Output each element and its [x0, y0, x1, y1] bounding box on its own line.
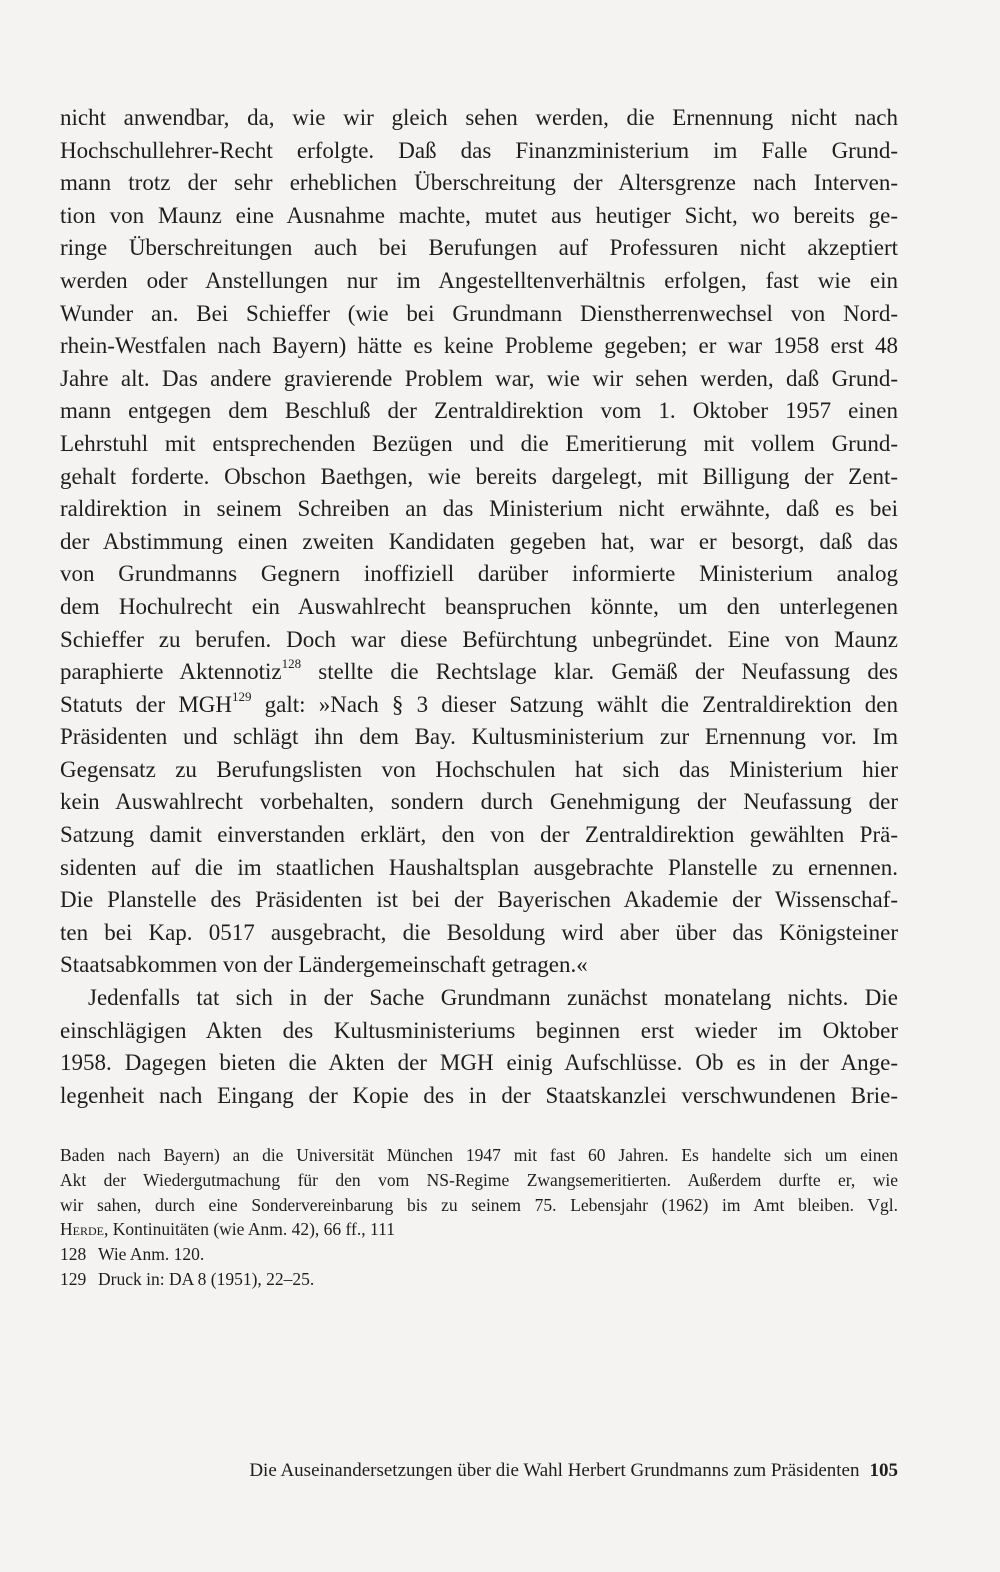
running-footer — [60, 1458, 898, 1484]
footnote-continuation — [60, 1143, 898, 1242]
text-line: ringe Überschreitungen auch bei Berufungen auf Professuren nicht akzeptiert — [60, 235, 898, 261]
text-line: gehalt forderte. Obschon Baethgen, wie bereits dargelegt, mit Billigung der Zent- — [60, 463, 898, 489]
footnote-number: 129 — [60, 1268, 87, 1289]
text-line: sidenten auf die im staatlichen Haushaltsplan ausgebrachte Planstelle zu ernennen. — [60, 854, 898, 880]
footnotes — [60, 1143, 898, 1292]
text-line: Jahre alt. Das andere gravierende Problem war, wie wir sehen werden, daß Grund- — [60, 365, 898, 391]
footnote-text: Wie Anm. 120. — [98, 1244, 205, 1265]
text-line-with-note-128 — [60, 656, 898, 689]
text-line: ten bei Kap. 0517 ausgebracht, die Besoldung wird aber über das Königsteiner — [60, 919, 898, 945]
text-line: Wunder an. Bei Schieffer (wie bei Grundmann Dienstherrenwechsel von Nord- — [60, 300, 898, 326]
text-line: mann entgegen dem Beschluß der Zentraldirektion vom 1. Oktober 1957 einen — [60, 398, 898, 424]
text-line: Satzung damit einverstanden erklärt, den von der Zentraldirektion gewählten Prä- — [60, 822, 898, 848]
text-line: kein Auswahlrecht vorbehalten, sondern durch Genehmigung der Neufassung der — [60, 789, 898, 815]
text-line: Schieffer zu berufen. Doch war diese Befürchtung unbegründet. Eine von Maunz — [60, 626, 898, 652]
text-line: der Abstimmung einen zweiten Kandidaten gegeben hat, war er besorgt, daß das — [60, 528, 898, 554]
text-line: Lehrstuhl mit entsprechenden Bezügen und die Emeritierung mit vollem Grund- — [60, 430, 898, 456]
text-line: von Grundmanns Gegnern inoffiziell darüber informierte Ministerium analog — [60, 561, 898, 587]
footnote-129 — [60, 1267, 898, 1292]
text-segment: stellte die Rechtslage klar. Gemäß der Neufassung des — [301, 659, 898, 685]
text-line-with-note-129 — [60, 689, 898, 722]
text-line: raldirektion in seinem Schreiben an das Ministerium nicht erwähnte, daß es bei — [60, 496, 898, 522]
footnote-ref-128[interactable]: 128 — [281, 656, 302, 672]
text-line: mann trotz der sehr erheblichen Überschreitung der Altersgrenze nach Interven- — [60, 170, 898, 196]
text-line: Gegensatz zu Berufungslisten von Hochschulen hat sich das Ministerium hier — [60, 756, 898, 782]
running-title: Die Auseinandersetzungen über die Wahl Herbert Grundmanns zum Präsidenten — [249, 1460, 860, 1481]
text-line: Staatsabkommen von der Ländergemeinschaft getragen.« — [60, 952, 588, 978]
text-line: einschlägigen Akten des Kultusministeriums beginnen erst wieder im Oktober — [60, 1017, 898, 1043]
footnote-line: Baden nach Bayern) an die Universität München 1947 mit fast 60 Jahren. Es handelte sich um einen — [60, 1145, 898, 1165]
text-line: Jedenfalls tat sich in der Sache Grundmann zunächst monatelang nichts. Die — [88, 985, 898, 1011]
footnote-line — [60, 1217, 898, 1242]
text-segment: Statuts der MGH — [60, 691, 233, 717]
footnote-line: Akt der Wiedergutmachung für den vom NS-Regime Zwangsemeritierten. Außerdem durfte er, wie — [60, 1169, 898, 1190]
text-line: rhein-Westfalen nach Bayern) hätte es keine Probleme gegeben; er war 1958 erst 48 — [60, 333, 898, 359]
text-segment: galt: »Nach § 3 dieser Satzung wählt die Zentraldirektion den — [251, 691, 898, 717]
paragraph-2 — [60, 982, 898, 1112]
text-line: Die Planstelle des Präsidenten ist bei der Bayerischen Akademie der Wissenschaf- — [60, 887, 898, 913]
text-line: werden oder Anstellungen nur im Angestelltenverhältnis erfolgen, fast wie ein — [60, 267, 898, 293]
footnote-number: 128 — [60, 1244, 87, 1265]
main-text — [60, 102, 898, 1112]
citation-author: Herde — [60, 1219, 104, 1240]
page-number: 105 — [869, 1460, 898, 1481]
text-line: Präsidenten und schlägt ihn dem Bay. Kultusministerium zur Ernennung vor. Im — [60, 724, 898, 750]
text-line: Hochschullehrer-Recht erfolgte. Daß das Finanzministerium im Falle Grund- — [60, 137, 898, 163]
footnote-text: Druck in: DA 8 (1951), 22–25. — [98, 1268, 315, 1289]
footnote-line: wir sahen, durch eine Sondervereinbarung bis zu seinem 75. Lebensjahr (1962) im Amt bleiben. Vgl. — [60, 1194, 898, 1215]
text-segment: paraphierte Aktennotiz — [60, 659, 282, 685]
text-line: legenheit nach Eingang der Kopie des in der Staatskanzlei verschwundenen Brie- — [60, 1082, 898, 1108]
footnote-ref-129[interactable]: 129 — [232, 689, 252, 705]
footnote-128 — [60, 1242, 898, 1267]
paragraph-1 — [60, 102, 898, 982]
text-line: 1958. Dagegen bieten die Akten der MGH einig Aufschlüsse. Ob es in der Ange- — [60, 1050, 898, 1076]
text-line: dem Hochulrecht ein Auswahlrecht beanspruchen könnte, um den unterlegenen — [60, 593, 898, 619]
text-line: nicht anwendbar, da, wie wir gleich sehen werden, die Ernennung nicht nach — [60, 105, 898, 130]
text-line: tion von Maunz eine Ausnahme machte, mutet aus heutiger Sicht, wo bereits ge- — [60, 202, 898, 228]
citation-text: , Kontinuitäten (wie Anm. 42), 66 ff., 111 — [103, 1219, 395, 1240]
